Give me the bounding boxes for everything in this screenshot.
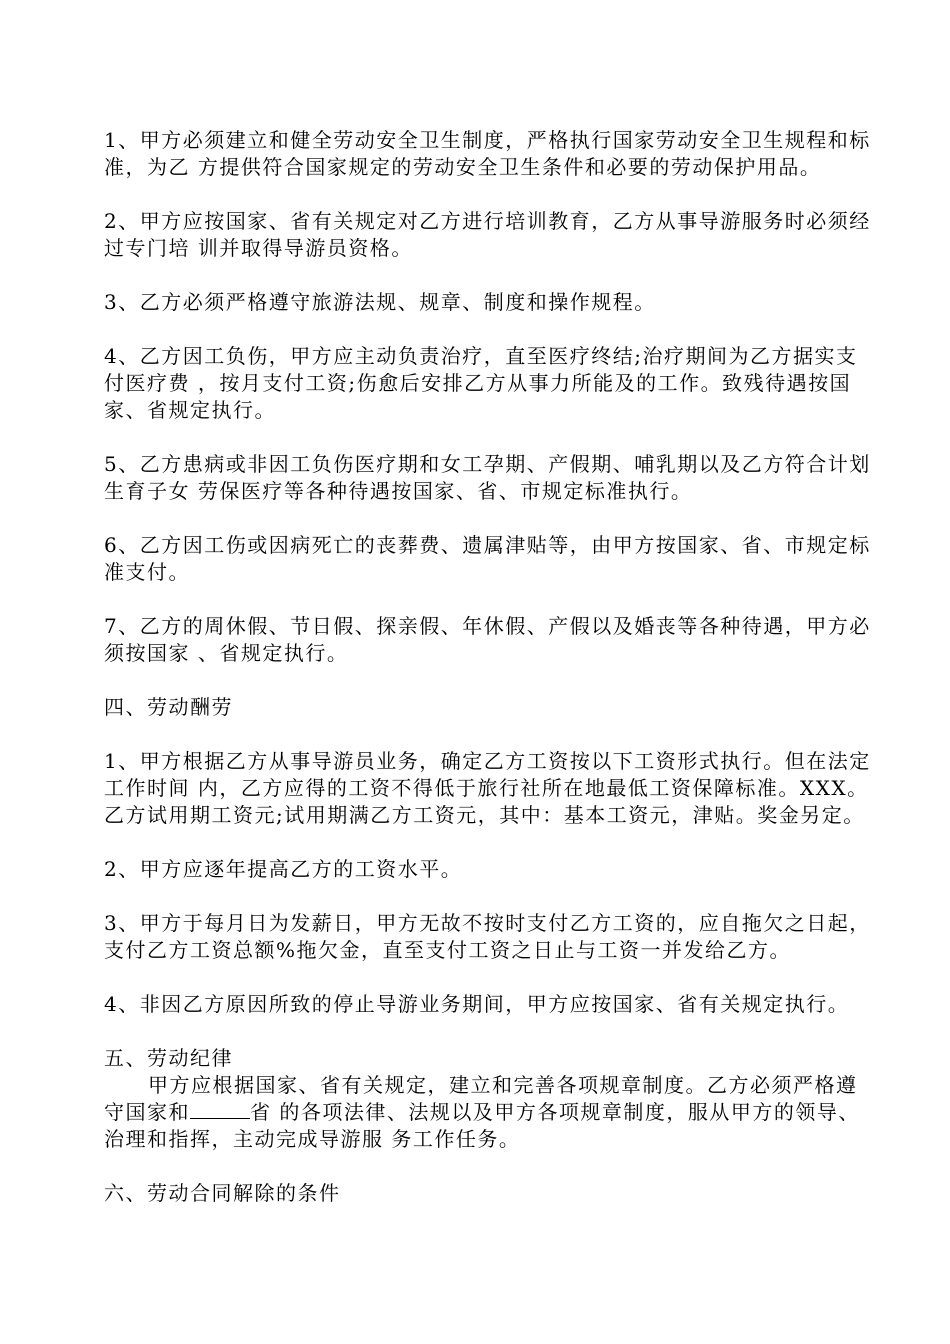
- clause-1: 1、甲方必须建立和健全劳动安全卫生制度，严格执行国家劳动安全卫生规程和标准，为乙 方提供符合国家规定的劳动安全卫生条件和必要的劳动保护用品。: [104, 128, 871, 179]
- fill-in-blank: [190, 1100, 250, 1119]
- remuneration-clause-2: 2、甲方应逐年提高乙方的工资水平。: [104, 857, 463, 881]
- clause-6: 6、乙方因工伤或因病死亡的丧葬费、遗属津贴等，由甲方按国家、省、市规定标准支付。: [104, 533, 871, 584]
- discipline-clause: [104, 1072, 874, 1153]
- remuneration-clause-1: 1、甲方根据乙方从事导游员业务，确定乙方工资按以下工资形式执行。但在法定工作时间 内，乙方应得的工资不得低于旅行社所在地最低工资保障标准。XXX。乙方试用期工资元;试用期满乙方工资元，其中：基本工资元，津贴。奖金另定。: [104, 749, 871, 827]
- section-heading-termination: 六、劳动合同解除的条件: [104, 1181, 341, 1205]
- discipline-text-part2: 省 的各项法律、法规以及甲方各项规章制度，服从甲方的领导、治理和指挥，主动完成导游服 务工作任务。: [104, 1100, 860, 1151]
- clause-7: 7、乙方的周休假、节日假、探亲假、年休假、产假以及婚丧等各种待遇，甲方必须按国家 、省规定执行。: [104, 614, 871, 665]
- clause-2: 2、甲方应按国家、省有关规定对乙方进行培训教育，乙方从事导游服务时必须经过专门培 训并取得导游员资格。: [104, 209, 871, 260]
- remuneration-clause-3: 3、甲方于每月日为发薪日，甲方无故不按时支付乙方工资的，应自拖欠之日起，支付乙方工资总额%拖欠金，直至支付工资之日止与工资一并发给乙方。: [104, 911, 871, 962]
- clause-4: 4、乙方因工负伤，甲方应主动负责治疗，直至医疗终结;治疗期间为乙方据实支付医疗费 ，按月支付工资;伤愈后安排乙方从事力所能及的工作。致残待遇按国家、省规定执行。: [104, 344, 858, 422]
- section-heading-remuneration: 四、劳动酬劳: [104, 695, 233, 719]
- discipline-text-part1: 甲方应根据国家、省有关规定，建立和完善各项规章制度。乙方必须严格遵守国家和: [104, 1073, 858, 1124]
- section-heading-discipline: 五、劳动纪律: [104, 1046, 233, 1070]
- remuneration-clause-4: 4、非因乙方原因所致的停止导游业务期间，甲方应按国家、省有关规定执行。: [104, 992, 850, 1016]
- clause-3: 3、乙方必须严格遵守旅游法规、规章、制度和操作规程。: [104, 290, 656, 314]
- document-body: [104, 127, 874, 1234]
- clause-5: 5、乙方患病或非因工负伤医疗期和女工孕期、产假期、哺乳期以及乙方符合计划生育子女 劳保医疗等各种待遇按国家、省、市规定标准执行。: [104, 452, 871, 503]
